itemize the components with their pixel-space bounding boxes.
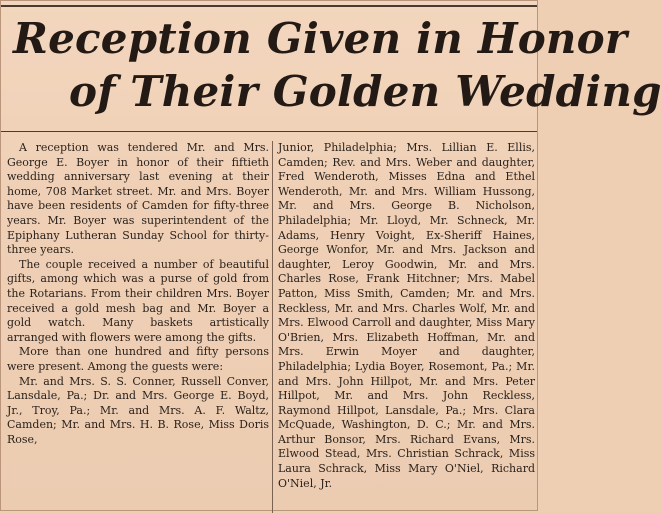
article-column-right [278, 141, 535, 511]
headline [1, 13, 662, 127]
article-paragraph: Mr. and Mrs. S. S. Conner, Russell Conver, Lansdale, Pa.; Dr. and Mrs. George E. Boyd, Jr., Troy, Pa.; Mr. and Mrs. A. F. Waltz, Camden; Mr. and Mrs. H. B. Rose, Miss Doris Rose, [7, 374, 269, 446]
top-rule [1, 5, 537, 7]
article-paragraph: Junior, Philadelphia; Mrs. Lillian E. Ellis, Camden; Rev. and Mrs. Weber and daughter, Fred Wenderoth, Misses Edna and Ethel Wenderoth, Mr. and Mrs. William Hussong, Mr. and Mrs. George B. Nicholson, Philadelphia; Mr. Lloyd, Mr. Schneck, Mr. Adams, Henry Voight, Ex-Sheriff Haines, George Wonfor, Mr. and Mrs. Jackson and daughter, Leroy Goodwin, Mr. and Mrs. Charles Rose, Frank Hitchner; Mrs. Mabel Patton, Miss Smith, Camden; Mr. and Mrs. Reckless, Mr. and Mrs. Charles Wolf, Mr. and Mrs. Elwood Carroll and daughter, Miss Mary O'Brien, Mrs. Elizabeth Hoffman, Mr. and Mrs. Erwin Moyer and daughter, Philadelphia; Lydia Boyer, Rosemont, Pa.; Mr. and Mrs. John Hillpot, Mr. and Mrs. Peter Hillpot, Mr. and Mrs. John Reckless, Raymond Hillpot, Lansdale, Pa.; Mrs. Clara McQuade, Washington, D. C.; Mr. and Mrs. Arthur Bonsor, Mrs. Richard Evans, Mrs. Elwood Stead, Mrs. Christian Schrack, Miss Laura Schrack, Miss Mary O'Niel, Richard O'Niel, Jr. [278, 141, 535, 490]
article-column-left [7, 141, 269, 511]
article-paragraph: The couple received a number of beautiful gifts, among which was a purse of gold from the Rotarians. From their children Mrs. Boyer received a gold mesh bag and Mr. Boyer a gold watch. Many baskets artistically arranged with flowers were among the gifts. [7, 257, 269, 344]
article-paragraph: A reception was tendered Mr. and Mrs. George E. Boyer in honor of their fiftieth wedding anniversary last evening at their home, 708 Market street. Mr. and Mrs. Boyer have been residents of Camden for fifty-three years. Mr. Boyer was superintendent of the Epiphany Lutheran Sunday School for thirty-three years. [7, 141, 269, 257]
article-paragraph: More than one hundred and fifty persons were present. Among the guests were: [7, 345, 269, 373]
headline-rule [1, 131, 537, 132]
headline-line-1: Reception Given in Honor [13, 14, 628, 63]
column-divider [272, 141, 273, 513]
headline-line-2: of Their Golden Wedding [69, 67, 662, 116]
